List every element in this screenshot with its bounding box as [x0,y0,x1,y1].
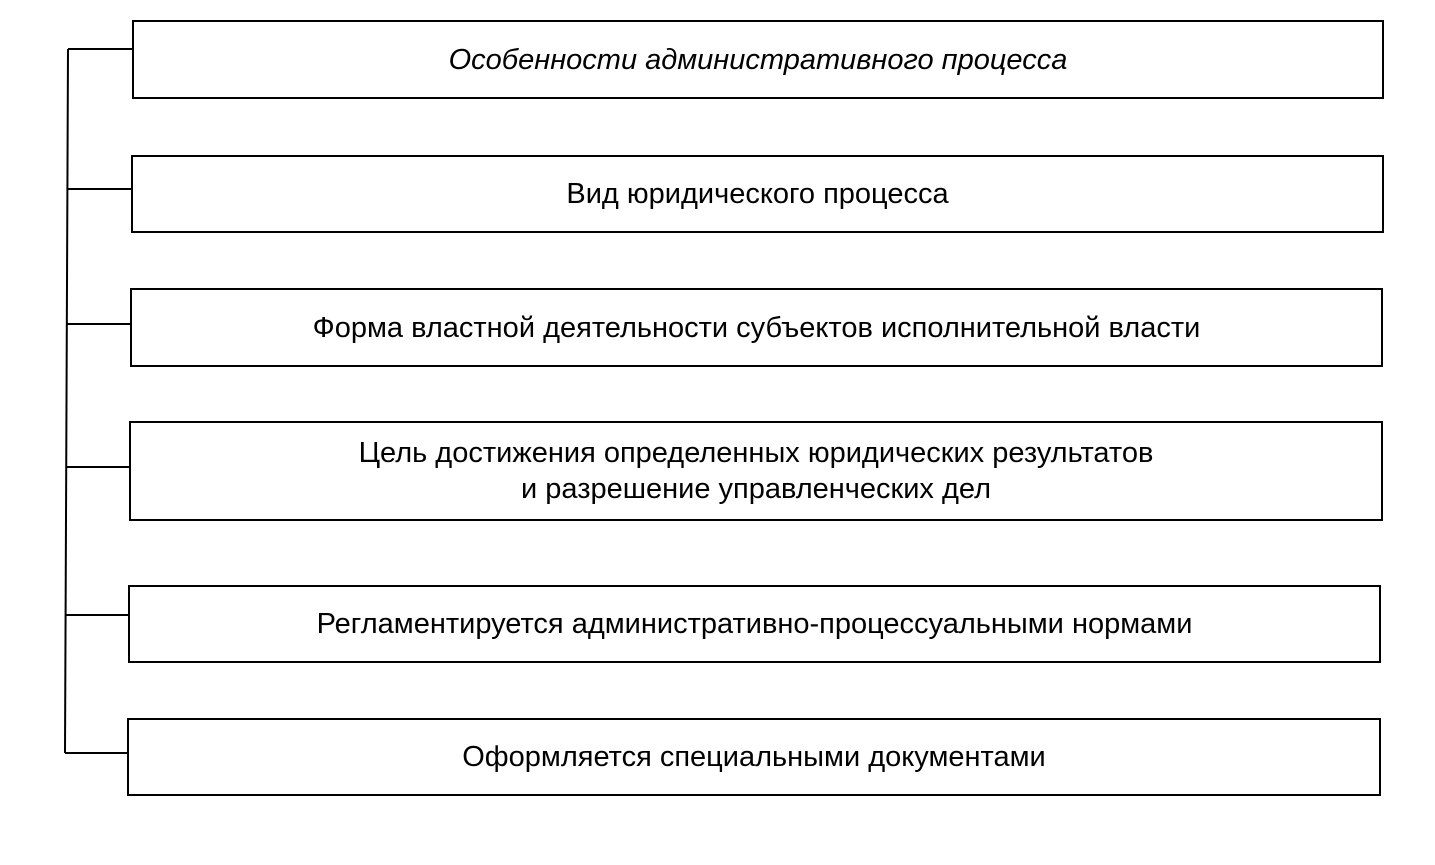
feature-text-line-1: Цель достижения определенных юридических результатов [358,437,1154,469]
feature-box-special-documents [127,718,1381,796]
feature-box-regulated-by-norms [128,585,1381,663]
feature-text-line-2: и разрешение управленческих дел [521,473,991,505]
feature-text: Регламентируется административно-процессуальными нормами [316,608,1193,640]
feature-box-goal-results [129,421,1383,521]
header-box [132,20,1384,99]
feature-box-authority-activity-form [130,288,1383,367]
header-text: Особенности административного процесса [448,43,1068,76]
feature-text: Форма властной деятельности субъектов исполнительной власти [312,311,1201,344]
vertical-trunk-line [65,49,68,753]
feature-text: Вид юридического процесса [566,178,949,210]
feature-box-legal-process-type [131,155,1384,233]
feature-text: Оформляется специальными документами [462,741,1046,773]
